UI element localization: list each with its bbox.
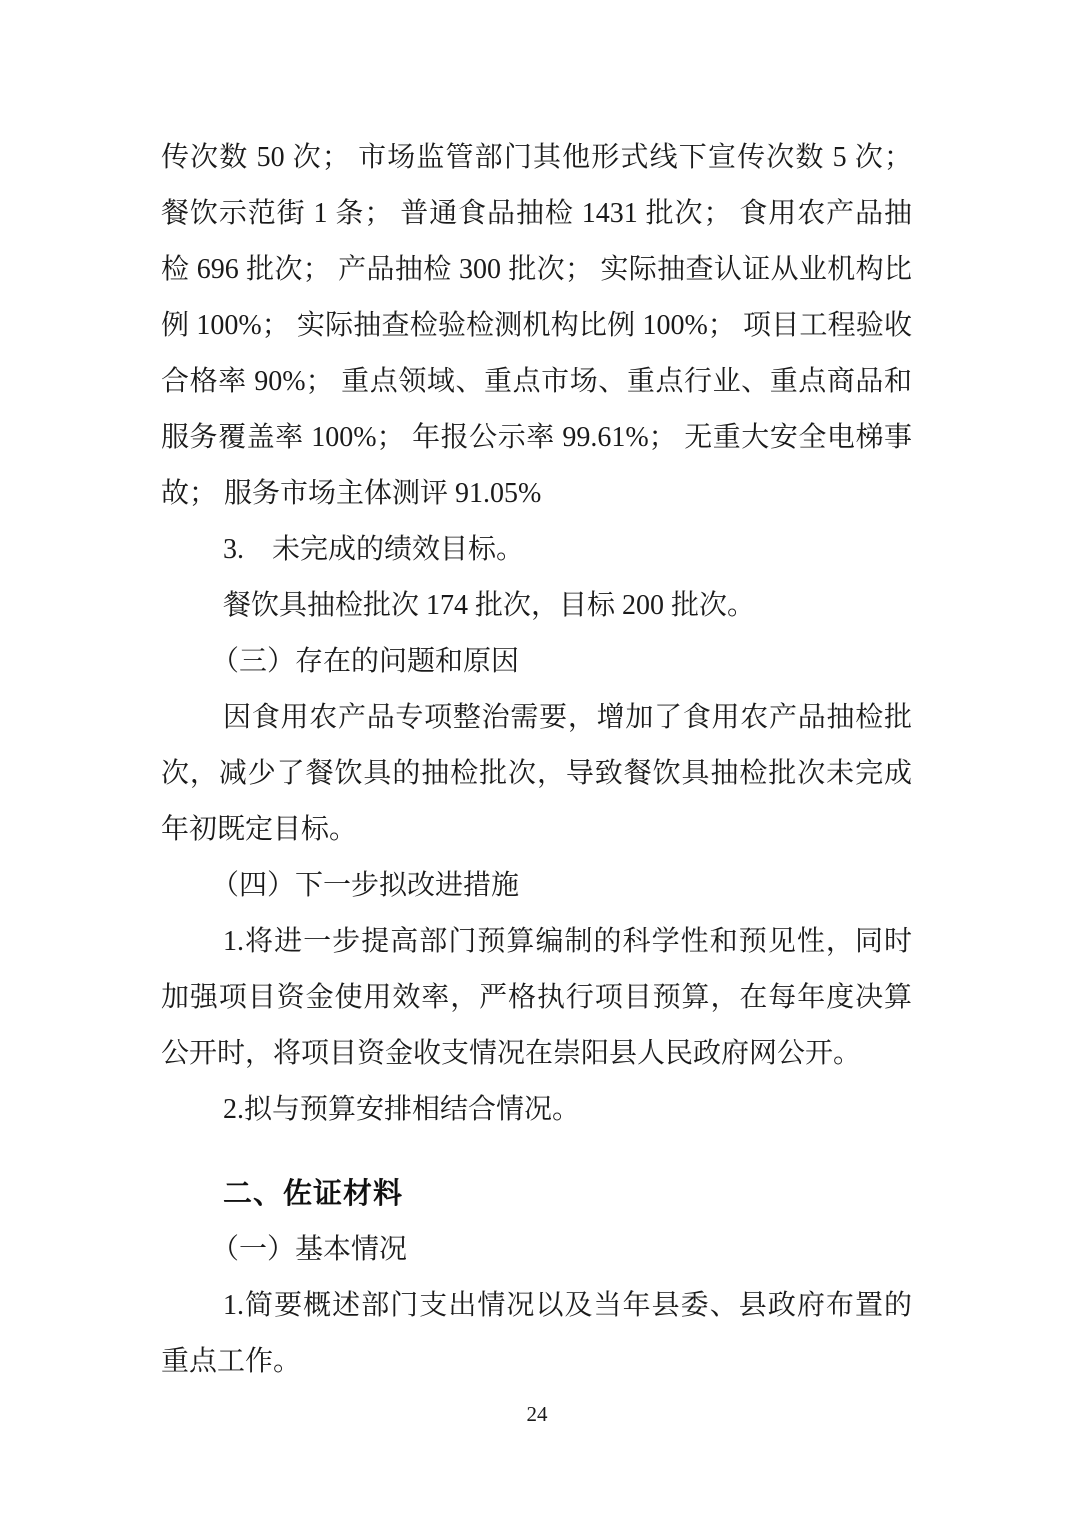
text-line: 传次数 50 次； 市场监管部门其他形式线下宣传次数 5 次； bbox=[161, 142, 912, 173]
section-3-heading: （三）存在的问题和原因 bbox=[211, 646, 520, 677]
text-line: 年初既定目标。 bbox=[161, 814, 358, 845]
text-line: 1.将进一步提高部门预算编制的科学性和预见性，同时 bbox=[223, 926, 912, 957]
text-line: 因食用农产品专项整治需要，增加了食用农产品抽检批 bbox=[223, 702, 912, 733]
section-4-heading: （四）下一步拟改进措施 bbox=[211, 870, 520, 901]
text-line: 餐饮示范街 1 条； 普通食品抽检 1431 批次； 食用农产品抽 bbox=[161, 198, 912, 229]
text-line: 餐饮具抽检批次 174 批次，目标 200 批次。 bbox=[223, 590, 756, 621]
text-line: 1.简要概述部门支出情况以及当年县委、县政府布置的 bbox=[223, 1290, 912, 1321]
text-line: 公开时，将项目资金收支情况在崇阳县人民政府网公开。 bbox=[161, 1038, 862, 1069]
chapter-2-heading: 二、佐证材料 bbox=[223, 1178, 404, 1210]
page-number: 24 bbox=[526, 1402, 548, 1426]
text-line: 加强项目资金使用效率，严格执行项目预算，在每年度决算 bbox=[161, 982, 912, 1013]
text-line: 2.拟与预算安排相结合情况。 bbox=[223, 1094, 581, 1125]
section-1-heading: （一）基本情况 bbox=[211, 1234, 408, 1265]
text-line: 服务覆盖率 100%； 年报公示率 99.61%； 无重大安全电梯事 bbox=[161, 422, 912, 453]
text-line: 合格率 90%； 重点领域、重点市场、重点行业、重点商品和 bbox=[161, 366, 912, 397]
text-line: 次，减少了餐饮具的抽检批次，导致餐饮具抽检批次未完成 bbox=[161, 758, 912, 789]
list-item-3-heading: 3. 未完成的绩效目标。 bbox=[223, 534, 525, 565]
text-line: 故； 服务市场主体测评 91.05% bbox=[161, 478, 542, 509]
text-line: 检 696 批次； 产品抽检 300 批次； 实际抽查认证从业机构比 bbox=[161, 254, 912, 285]
text-line: 例 100%； 实际抽查检验检测机构比例 100%； 项目工程验收 bbox=[161, 310, 912, 341]
text-line: 重点工作。 bbox=[161, 1346, 302, 1377]
document-body bbox=[161, 130, 912, 1390]
